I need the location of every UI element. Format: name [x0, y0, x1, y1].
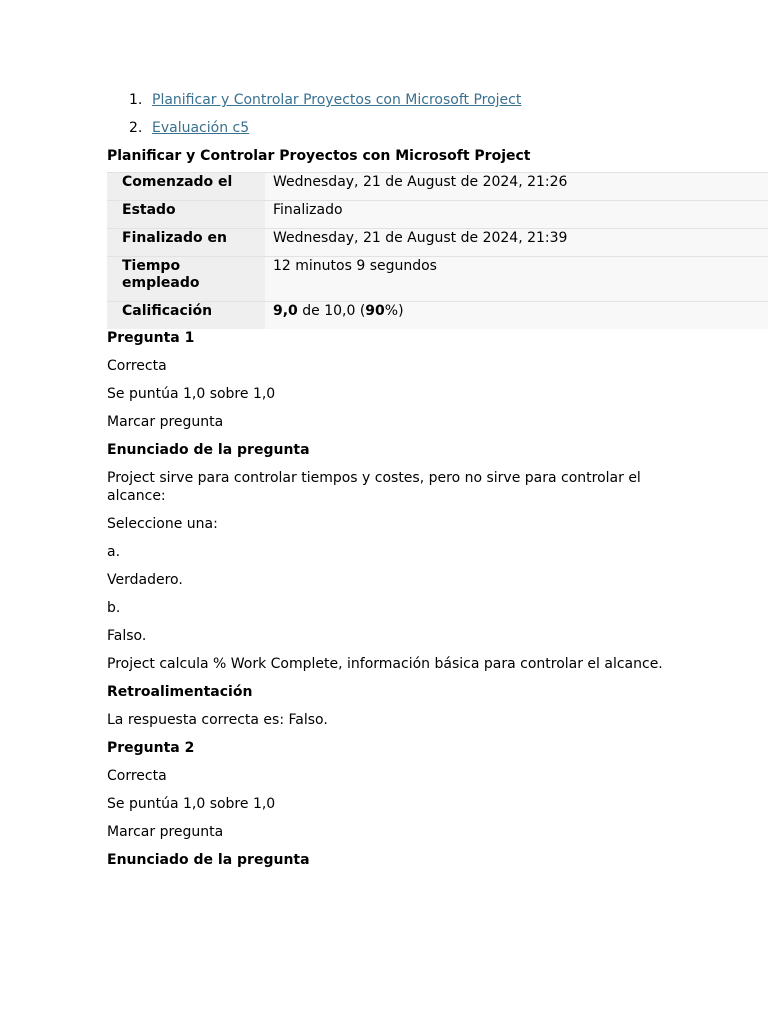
- flag-question-link[interactable]: Marcar pregunta: [107, 414, 224, 430]
- question-state: Correcta: [107, 768, 167, 784]
- question-1: [107, 329, 768, 734]
- question-score: Se puntúa 1,0 sobre 1,0: [107, 796, 276, 812]
- statement-heading: Enunciado de la pregunta: [107, 852, 310, 868]
- answer-explanation: Project calcula % Work Complete, información básica para controlar el alcance.: [107, 656, 663, 672]
- summary-row-grade: [107, 302, 768, 330]
- answer-prompt: Seleccione una:: [107, 516, 218, 532]
- summary-value-grade: [265, 302, 768, 330]
- quiz-review-page: [107, 88, 768, 874]
- question-title: Pregunta 2: [107, 740, 195, 756]
- summary-value: 12 minutos 9 segundos: [265, 257, 768, 302]
- option-b-text: Falso.: [107, 628, 147, 644]
- option-a-text: Verdadero.: [107, 572, 183, 588]
- question-state: Correcta: [107, 358, 167, 374]
- feedback-heading: Retroalimentación: [107, 684, 253, 700]
- summary-row-time-taken: [107, 257, 768, 302]
- summary-label: Comenzado el: [107, 173, 265, 201]
- feedback-text: La respuesta correcta es: Falso.: [107, 712, 328, 728]
- summary-label: Estado: [107, 201, 265, 229]
- option-b-letter: b.: [107, 600, 121, 616]
- attempt-summary-table: [107, 172, 768, 329]
- breadcrumb-link-course[interactable]: Planificar y Controlar Proyectos con Microsoft Project: [152, 92, 522, 108]
- breadcrumb-link-quiz[interactable]: Evaluación c5: [152, 120, 250, 136]
- summary-row-started: [107, 173, 768, 201]
- question-2: [107, 734, 768, 874]
- summary-value: Wednesday, 21 de August de 2024, 21:26: [265, 173, 768, 201]
- quiz-title: Planificar y Controlar Proyectos con Microsoft Project: [107, 148, 531, 164]
- breadcrumb: [107, 88, 768, 144]
- grade-value: 9,0: [273, 303, 298, 319]
- statement-heading: Enunciado de la pregunta: [107, 442, 310, 458]
- grade-middle: de 10,0 (: [297, 303, 366, 319]
- summary-label: Tiempo empleado: [107, 257, 265, 302]
- question-statement: Project sirve para controlar tiempos y costes, pero no sirve para controlar el alcance:: [107, 470, 641, 504]
- option-a-letter: a.: [107, 544, 121, 560]
- grade-percent: 90: [365, 303, 385, 319]
- grade-end: %): [384, 303, 404, 319]
- flag-question-link[interactable]: Marcar pregunta: [107, 824, 224, 840]
- breadcrumb-item-course: [152, 88, 768, 116]
- summary-row-finished: [107, 229, 768, 257]
- summary-row-state: [107, 201, 768, 229]
- question-score: Se puntúa 1,0 sobre 1,0: [107, 386, 276, 402]
- breadcrumb-item-quiz: [152, 116, 768, 144]
- question-title: Pregunta 1: [107, 330, 195, 346]
- summary-value: Wednesday, 21 de August de 2024, 21:39: [265, 229, 768, 257]
- summary-label: Calificación: [107, 302, 265, 330]
- summary-label: Finalizado en: [107, 229, 265, 257]
- summary-value: Finalizado: [265, 201, 768, 229]
